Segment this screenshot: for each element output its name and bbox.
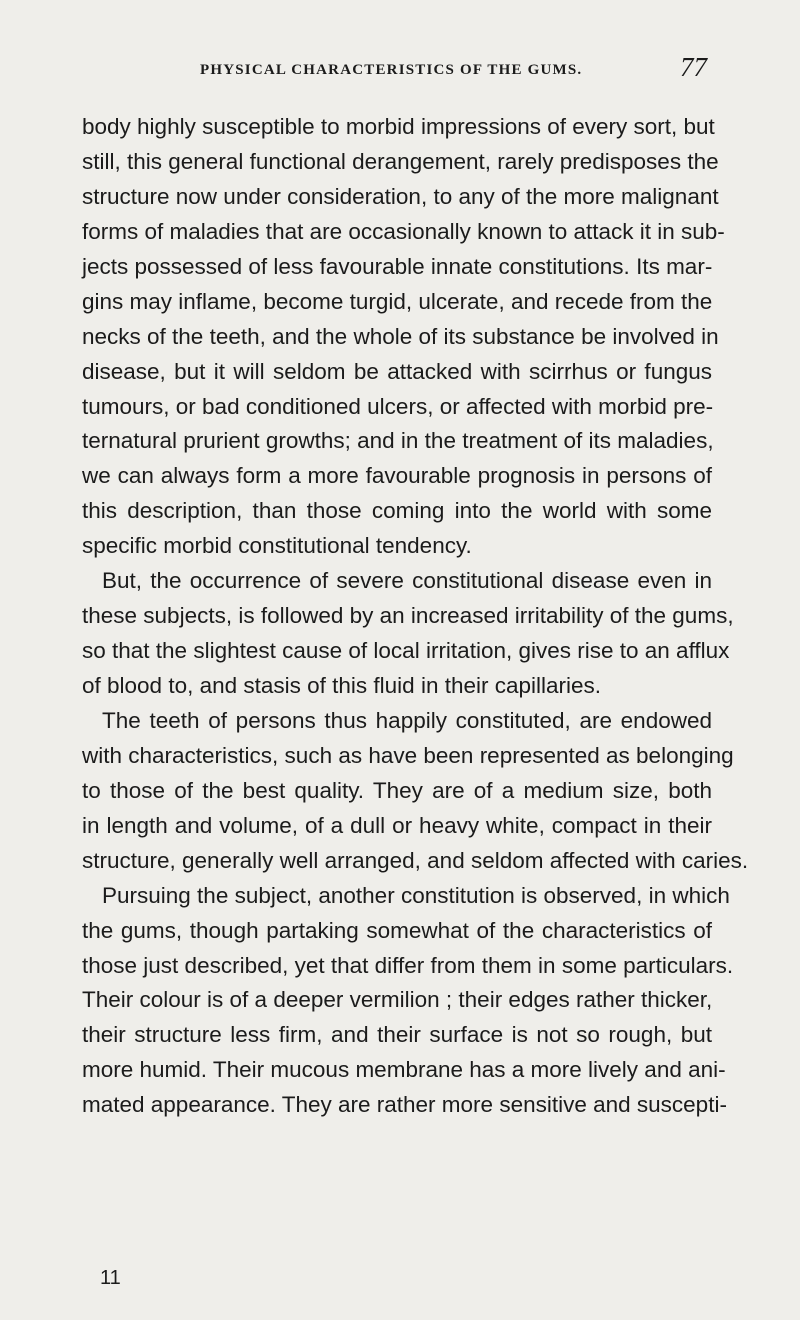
text-line: forms of maladies that are occasionally known to attack it in sub- [82,218,725,244]
text-line: jects possessed of less favourable innate constitutions. Its mar- [82,253,713,279]
text-line: we can always form a more favourable prognosis in persons of [82,463,712,489]
text-line: of blood to, and stasis of this fluid in their capillaries. [82,673,602,698]
text-line: specific morbid constitutional tendency. [82,533,472,559]
text-line: this description, than those coming into the world with some [82,498,712,524]
text-line: ternatural prurient growths; and in the treatment of its maladies, [82,428,714,454]
text-line: tumours, or bad conditioned ulcers, or affected with morbid pre- [82,393,714,419]
running-title: PHYSICAL CHARACTERISTICS OF THE GUMS. [200,62,583,78]
text-line: Pursuing the subject, another constitution is observed, in which [102,882,730,908]
text-line: disease, but it will seldom be attacked with scirrhus or fungus [82,358,712,384]
text-line: the gums, though partaking somewhat of the characteristics of [82,917,712,943]
text-line: mated appearance. They are rather more sensitive and suscepti- [82,1092,727,1118]
text-line: these subjects, is followed by an increased irritability of the gums, [82,603,734,629]
text-line: structure, generally well arranged, and seldom affected with caries. [82,847,749,873]
page-number: 77 [680,52,707,82]
text-line: so that the slightest cause of local irritation, gives rise to an afflux [82,638,730,664]
text-line: with characteristics, such as have been represented as belonging [82,742,734,768]
text-line: But, the occurrence of severe constitutional disease even in [102,568,712,594]
text-line: The teeth of persons thus happily constituted, are endowed [102,707,712,733]
text-line: Their colour is of a deeper vermilion ; their edges rather thicker, [82,987,713,1013]
body-text [82,110,749,1123]
text-line: their structure less firm, and their surface is not so rough, but [82,1022,712,1048]
text-line: still, this general functional derangement, rarely predisposes the [82,148,719,174]
text-line: in length and volume, of a dull or heavy white, compact in their [82,812,712,838]
text-line: body highly susceptible to morbid impressions of every sort, but [82,114,715,139]
text-line: necks of the teeth, and the whole of its substance be involved in [82,323,719,349]
text-line: to those of the best quality. They are of a medium size, both [82,777,712,803]
text-line: more humid. Their mucous membrane has a more lively and ani- [82,1057,726,1083]
text-line: structure now under consideration, to any of the more malignant [82,183,719,209]
text-line: gins may inflame, become turgid, ulcerate, and recede from the [82,288,713,314]
signature-mark: 11 [100,1267,121,1289]
text-line: those just described, yet that differ from them in some particulars. [82,952,734,978]
